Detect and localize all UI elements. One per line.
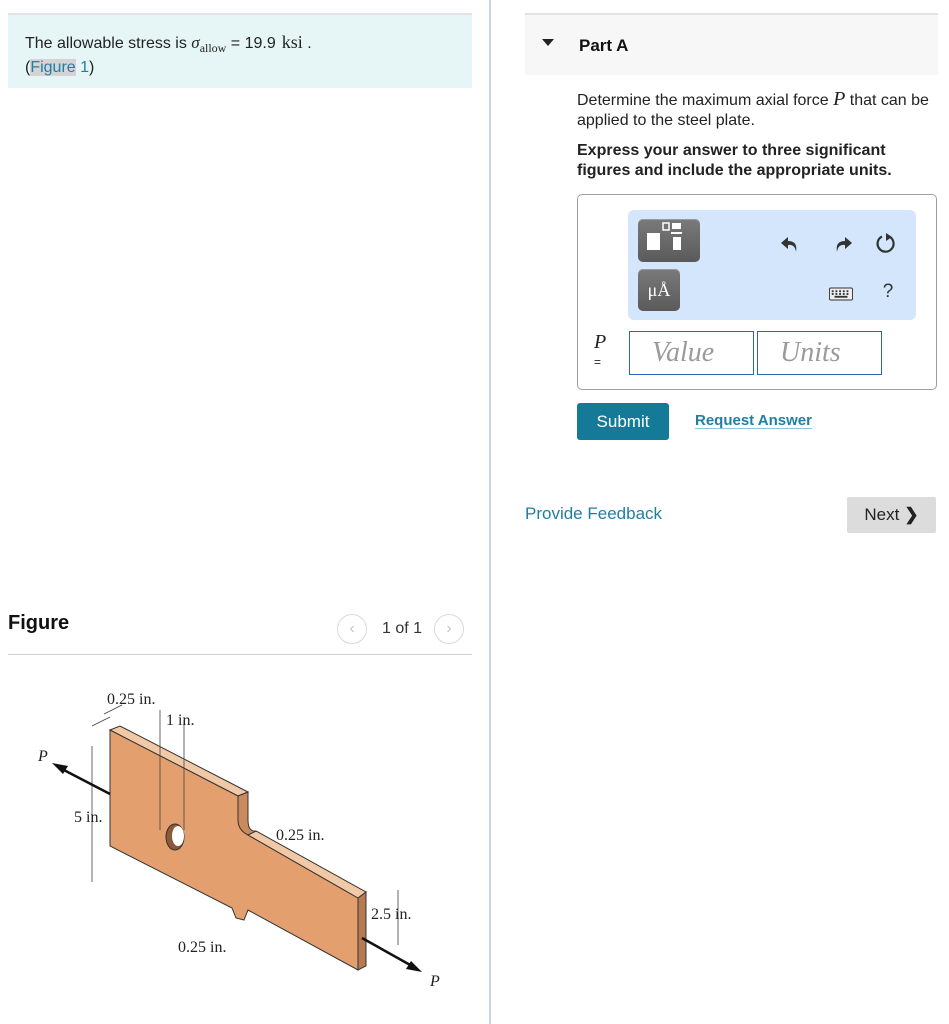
force-arrow-right [362,938,412,966]
provide-feedback-link[interactable]: Provide Feedback [525,504,663,523]
math-toolbar [628,210,916,320]
templates-button[interactable] [638,219,700,262]
reset-icon [875,232,897,254]
dim-line [92,717,110,726]
submit-button[interactable]: Submit [577,403,669,440]
problem-statement [8,13,472,88]
equals-sign: = [594,355,602,369]
request-answer-link[interactable]: Request Answer [695,412,812,429]
paren-open: ( [25,59,31,76]
redo-button[interactable] [831,232,855,256]
fillet-top [238,792,256,835]
keyboard-icon [829,287,853,301]
help-icon: ? [882,281,894,302]
templates-icon [638,219,700,262]
plate-end-face [358,892,366,970]
help-button[interactable] [876,280,900,304]
period: . [302,35,312,52]
undo-button[interactable] [778,232,802,256]
label-fillet-top: 0.25 in. [276,827,325,844]
plate-face [110,730,358,970]
keyboard-button[interactable] [829,282,853,306]
next-button[interactable] [847,497,936,533]
next-figure-button[interactable] [434,614,464,644]
stress-unit: ksi [281,32,303,52]
next-label: Next [864,505,900,524]
chevron-right-icon: › [446,620,452,637]
figure-link-word[interactable]: Figure [30,59,76,76]
question-text [577,89,937,131]
problem-text [25,32,312,78]
question-pre: Determine the maximum axial force [577,92,834,109]
figure-title: Figure [8,612,70,634]
label-force-left: P [38,748,48,765]
figure-link-number[interactable]: 1 [75,59,90,76]
figure-link[interactable] [30,59,89,76]
figure-pager [337,613,464,645]
chevron-left-icon: ‹ [349,620,355,637]
prev-figure-button[interactable] [337,614,367,644]
answer-box [577,194,937,390]
label-width: 5 in. [74,809,103,826]
arrowhead-left [52,763,68,774]
label-thickness: 0.25 in. [107,691,156,708]
reset-button[interactable] [874,231,898,255]
intro-prefix: The allowable stress is [25,35,192,52]
question-post: that can be applied to the steel plate. [577,92,929,129]
sigma-subscript: allow [199,41,227,55]
sigma-symbol: σ [191,33,200,52]
chevron-right-icon: ❯ [904,505,919,524]
part-a-header[interactable] [525,13,938,75]
answer-variable: P [594,331,607,353]
units-input[interactable] [757,331,882,375]
redo-icon [833,234,853,254]
column-divider [489,0,491,1024]
figure-divider [8,654,472,655]
force-arrow-left [60,768,110,794]
units-button[interactable] [638,269,680,311]
label-hole-diameter: 1 in. [166,712,195,729]
paren-close: ) [89,59,95,76]
caret-down-icon[interactable] [542,39,554,46]
stress-value: = 19.9 [226,35,276,52]
plate-hole-through [172,826,184,846]
answer-instruction: Express your answer to three significant figures and include the appropriate units. [577,142,892,179]
label-fillet-bottom: 0.25 in. [178,939,227,956]
label-narrow-width: 2.5 in. [371,906,412,923]
pager-label: 1 of 1 [382,620,423,637]
question-variable: P [833,88,846,110]
part-title: Part A [579,36,629,55]
undo-icon [780,234,800,254]
label-force-right: P [430,973,440,990]
steel-plate-diagram [8,670,472,1010]
units-symbol: μÅ [647,279,671,300]
value-input[interactable] [629,331,754,375]
